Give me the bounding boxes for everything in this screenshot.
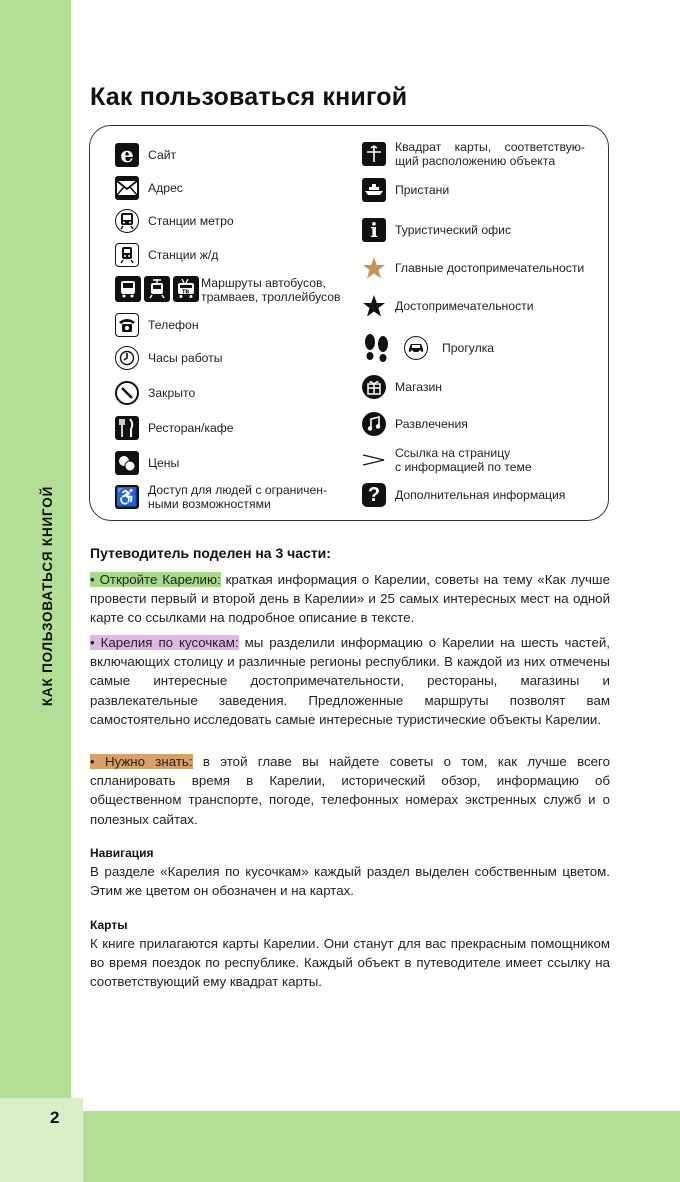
navigation-text: В разделе «Карелия по кусочкам» каждый раздел выделен собственным цветом. Этим же цветом он обозначен и на картах. <box>90 864 610 899</box>
legend-item-tourist-office: i Туристический офис <box>362 218 511 242</box>
phone-icon <box>115 313 139 337</box>
legend-item-closed: Закрыто <box>115 381 195 405</box>
maps-text: К книге прилагаются карты Карелии. Они станут для вас прекрасным помощником во время поездок по республике. Каждый объект в путеводителе имеет ссылку на соответствующий ему квадрат карты. <box>90 936 610 990</box>
info-icon: i <box>362 218 386 242</box>
highlight-need-to-know: • Нужно знать: <box>90 754 193 769</box>
legend-item-address: Адрес <box>115 176 183 200</box>
legend-item-hours: Часы работы <box>115 346 223 370</box>
legend-item-walk: Прогулка <box>362 332 494 364</box>
legend-item-sights: Достопримечательности <box>362 294 534 318</box>
parts-heading: Путеводитель поделен на 3 части: <box>90 545 331 561</box>
legend-item-entertainment: Развлечения <box>362 412 468 436</box>
train-icon <box>115 243 139 267</box>
black-star-icon <box>362 294 386 318</box>
bus-icon <box>115 276 141 302</box>
gift-icon <box>362 375 386 399</box>
legend-item-page-link: Ссылка на страницу с информацией по теме <box>362 446 532 474</box>
map-square-icon <box>362 142 386 166</box>
part-karelia-pieces: • Карелия по кусочкам: мы разделили информацию о Карелии на шесть частей, включающих столицу и различные регионы республики. В каждой из них отмечены самые интересные достопримечательности, рестораны, магазины и развлекательные заведения. Предложенные маршруты позволят вам самостоятельно исследовать самые интересные туристические объекты Карелии. <box>90 635 610 727</box>
highlight-open-karelia: • Откройте Карелию: <box>90 572 221 587</box>
legend-item-site: e Сайт <box>115 143 176 167</box>
coins-icon <box>115 451 139 475</box>
trolleybus-icon <box>173 276 199 302</box>
part-open-karelia: • Откройте Карелию: краткая информация о Карелии, советы на тему «Как лучше провести первый и второй день в Карелии» и 25 самых интересных мест на одной карте со ссылками на подробное описание в тексте. <box>90 572 610 626</box>
e-icon: e <box>115 143 139 167</box>
footsteps-icon <box>362 332 392 364</box>
music-note-icon <box>362 412 386 436</box>
bottom-band <box>83 1111 680 1182</box>
highlight-karelia-pieces: • Карелия по кусочкам: <box>90 635 239 650</box>
legend-box <box>89 125 609 521</box>
question-icon: ? <box>362 483 386 507</box>
legend-item-phone: Телефон <box>115 313 199 337</box>
metro-icon <box>115 209 139 233</box>
legend-item-more-info: ? Дополнительная информация <box>362 483 565 507</box>
legend-item-main-sights: Главные достопримечательности <box>362 256 584 280</box>
legend-item-prices: Цены <box>115 451 179 475</box>
fork-knife-icon <box>115 416 139 440</box>
legend-item-map-square: Квадрат карты, соответствую- щий расположению объекта <box>362 140 585 168</box>
legend-item-shop: Магазин <box>362 375 442 399</box>
part-need-to-know: • Нужно знать: в этой главе вы найдете советы о том, как лучше всего спланировать время в Карелии, исторический обзор, информацию об общественном транспорте, погоде, телефонных номерах экстренных служб и о полезных сайтах. <box>90 754 610 827</box>
legend-item-metro: Станции метро <box>115 209 234 233</box>
maps-heading: Карты <box>90 918 128 932</box>
legend-item-bus-tram-trolley: TB Маршруты автобусов, трамваев, троллейбусов <box>115 276 341 304</box>
legend-item-restaurant: Ресторан/кафе <box>115 416 234 440</box>
svg-text:TB: TB <box>182 289 190 296</box>
navigation-heading: Навигация <box>90 846 154 860</box>
closed-icon <box>115 381 139 405</box>
gold-star-icon <box>362 256 386 280</box>
page-number: 2 <box>50 1108 60 1127</box>
page-number-box <box>0 1098 83 1182</box>
tram-icon <box>144 276 170 302</box>
legend-item-piers: Пристани <box>362 178 449 202</box>
legend-item-wheelchair: ♿ Доступ для людей с ограничен- ными возможностями <box>115 483 328 511</box>
legend-item-train: Станции ж/д <box>115 243 218 267</box>
arrow-pointer-icon <box>362 448 386 472</box>
wheelchair-icon: ♿ <box>115 487 139 507</box>
ship-icon <box>362 178 386 202</box>
sidebar <box>0 0 71 1098</box>
page-title: Как пользоваться книгой <box>90 83 408 111</box>
car-icon <box>404 336 428 360</box>
sidebar-title: КАК ПОЛЬЗОВАТЬСЯ КНИГОЙ <box>40 485 55 707</box>
envelope-icon <box>115 176 139 200</box>
clock-icon <box>115 346 139 370</box>
